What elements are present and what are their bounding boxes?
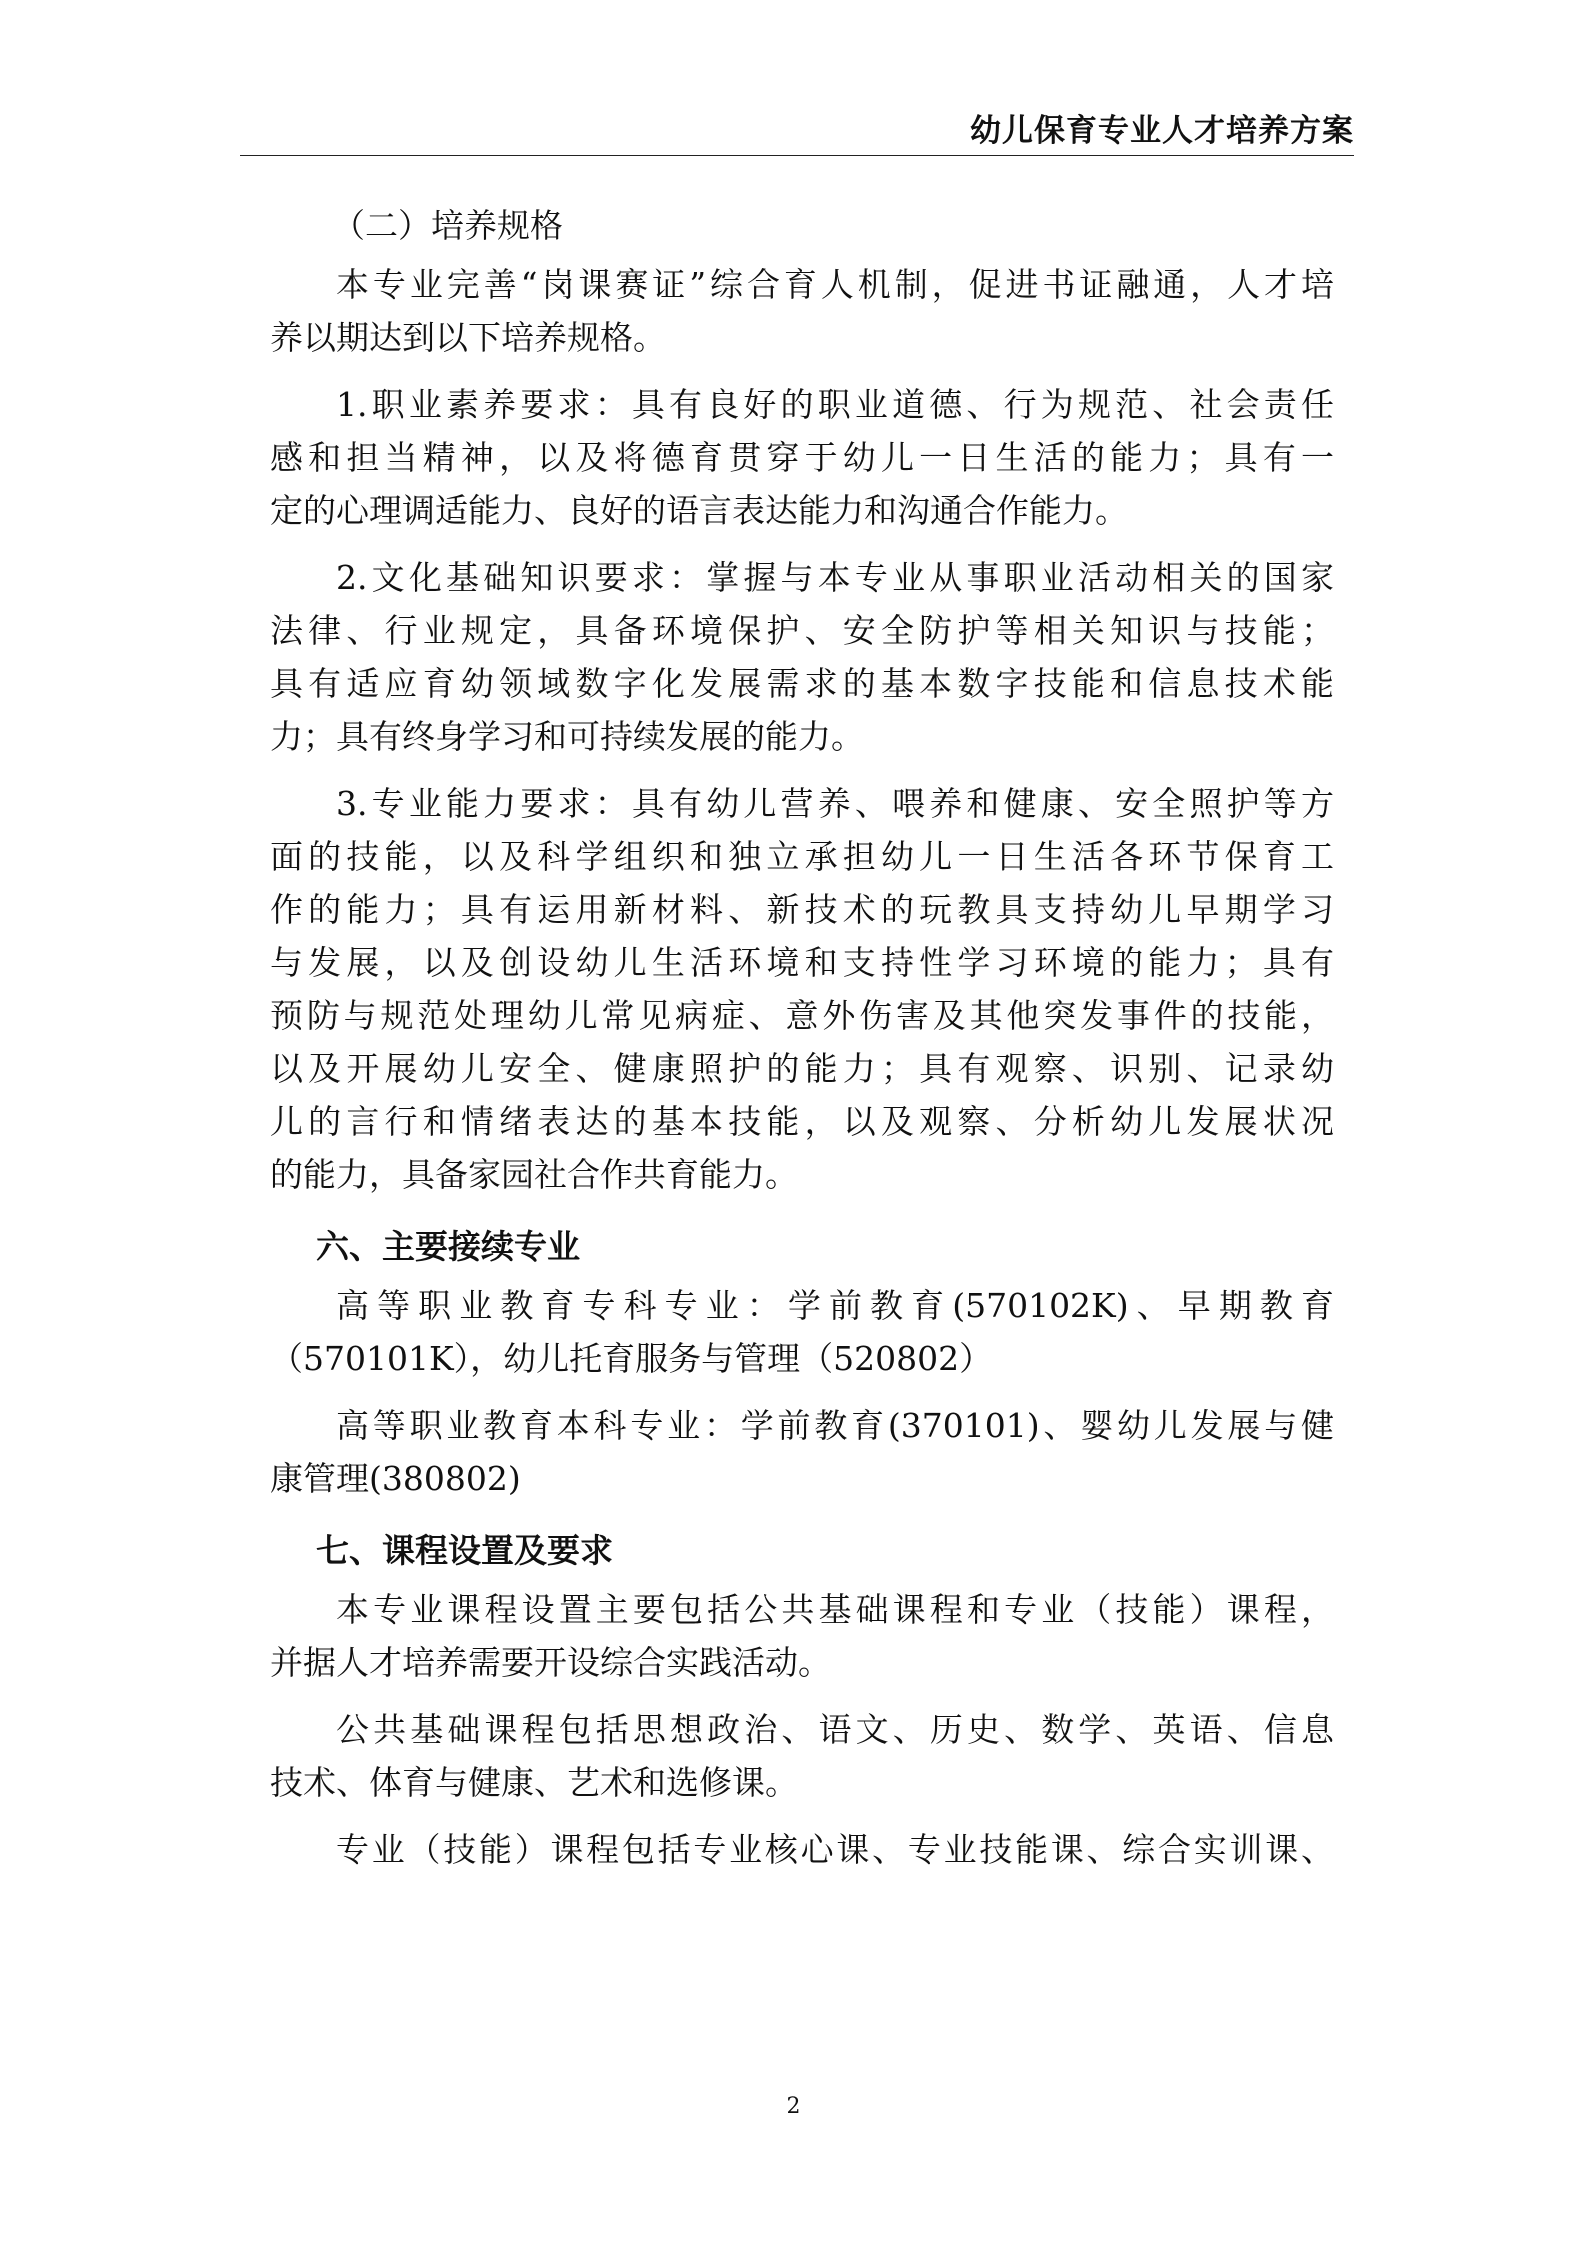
paragraph-line: 儿的言行和情绪表达的基本技能，以及观察、分析幼儿发展状况: [270, 1102, 1334, 1141]
paragraph-line: （570101K），幼儿托育服务与管理（520802）: [270, 1339, 993, 1378]
paragraph-line: 高等职业教育本科专业：学前教育(370101)、婴幼儿发展与健: [336, 1406, 1334, 1445]
paragraph-line: 定的心理调适能力、良好的语言表达能力和沟通合作能力。: [270, 491, 1128, 530]
paragraph-line: 专业（技能）课程包括专业核心课、专业技能课、综合实训课、: [336, 1830, 1334, 1869]
paragraph-line: 康管理(380802): [270, 1459, 521, 1498]
paragraph-professional-quality: [270, 378, 1334, 537]
paragraph-line: 养以期达到以下培养规格。: [270, 318, 666, 357]
paragraph-line: 面的技能，以及科学组织和独立承担幼儿一日生活各环节保育工: [270, 837, 1334, 876]
paragraph-line: 力；具有终身学习和可持续发展的能力。: [270, 717, 864, 756]
paragraph-professional-ability: [270, 777, 1334, 1201]
paragraph-vocational-undergraduate: [270, 1399, 1334, 1505]
paragraph-public-courses: [270, 1703, 1334, 1809]
paragraph-line: 3.专业能力要求：具有幼儿营养、喂养和健康、安全照护等方: [336, 784, 1334, 823]
paragraph-line: 本专业完善“岗课赛证”综合育人机制，促进书证融通，人才培: [336, 265, 1334, 304]
paragraph-line: 高等职业教育专科专业：学前教育(570102K)、早期教育: [336, 1286, 1334, 1325]
paragraph-line: 的能力，具备家园社合作共育能力。: [270, 1155, 798, 1194]
paragraph-line: 以及开展幼儿安全、健康照护的能力；具有观察、识别、记录幼: [270, 1049, 1334, 1088]
paragraph-cultural-knowledge: [270, 551, 1334, 763]
paragraph-line: 本专业课程设置主要包括公共基础课程和专业（技能）课程，: [336, 1590, 1334, 1629]
paragraph-line: 法律、行业规定，具备环境保护、安全防护等相关知识与技能；: [270, 611, 1334, 650]
heading-follow-up-majors: 六、主要接续专业: [316, 1227, 580, 1266]
paragraph-line: 2.文化基础知识要求：掌握与本专业从事职业活动相关的国家: [336, 558, 1334, 597]
paragraph-line: 公共基础课程包括思想政治、语文、历史、数学、英语、信息: [336, 1710, 1334, 1749]
paragraph-line: 技术、体育与健康、艺术和选修课。: [270, 1763, 798, 1802]
heading-curriculum: 七、课程设置及要求: [316, 1531, 613, 1570]
paragraph-line: 与发展，以及创设幼儿生活环境和支持性学习环境的能力；具有: [270, 943, 1334, 982]
paragraph-intro: [270, 258, 1334, 364]
paragraph-line: 并据人才培养需要开设综合实践活动。: [270, 1643, 831, 1682]
running-header-title: 幼儿保育专业人才培养方案: [970, 113, 1354, 149]
paragraph-vocational-college: [270, 1279, 1334, 1385]
page-number: 2: [786, 2094, 801, 2119]
section-title-training-specs: （二）培养规格: [332, 206, 563, 245]
paragraph-curriculum-intro: [270, 1583, 1334, 1689]
paragraph-line: 预防与规范处理幼儿常见病症、意外伤害及其他突发事件的技能，: [270, 996, 1334, 1035]
paragraph-line: 具有适应育幼领域数字化发展需求的基本数字技能和信息技术能: [270, 664, 1334, 703]
paragraph-professional-courses: [270, 1823, 1334, 1876]
header-rule: [240, 155, 1354, 156]
paragraph-line: 感和担当精神，以及将德育贯穿于幼儿一日生活的能力；具有一: [270, 438, 1334, 477]
document-body: [270, 194, 1334, 1890]
paragraph-line: 1.职业素养要求：具有良好的职业道德、行为规范、社会责任: [336, 385, 1334, 424]
paragraph-line: 作的能力；具有运用新材料、新技术的玩教具支持幼儿早期学习: [270, 890, 1334, 929]
